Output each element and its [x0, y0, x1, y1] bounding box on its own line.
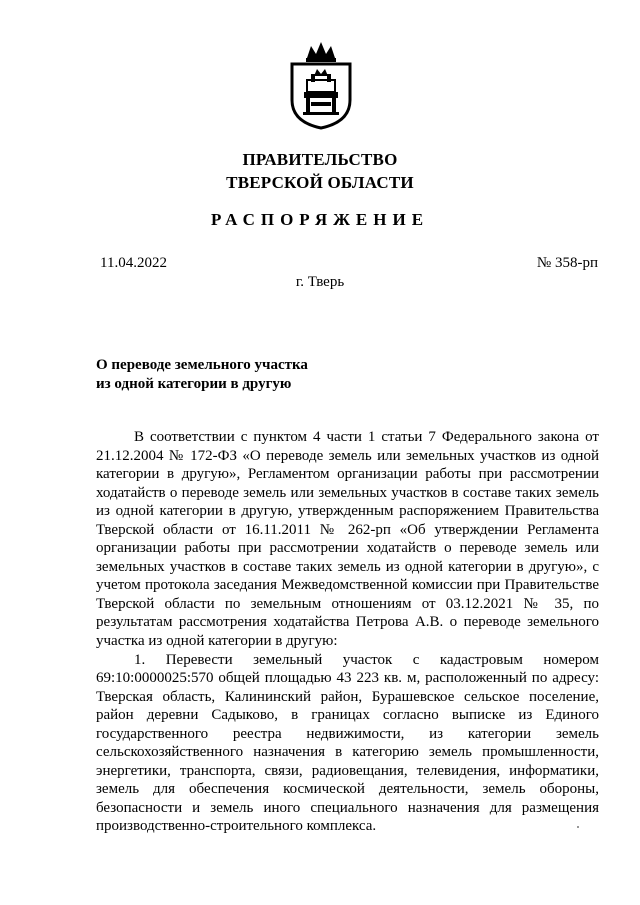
document-type-title: РАСПОРЯЖЕНИЕ: [210, 210, 430, 229]
subject-line1: О переводе земельного участка: [96, 357, 308, 373]
document-number: № 358-рп: [536, 255, 598, 271]
scan-speck: [577, 826, 579, 828]
item-1-paragraph: 1. Перевести земельный участок с кадастровым номером 69:10:0000025:570 общей площадью 43 223 кв. м, расположенный по адресу: Тверская область, Калининский район, Бурашевское сельское поселение, район деревни Садыково, в границах согласно выписке из Единого государственного реестра недвижимости, из категории земель сельскохозяйственного назначения в категорию земель промышленности, энергетики, транспорта, связи, радиовещания, телевидения, информатики, земель для обеспечения космической деятельности, земель обороны, безопасности и земель иного специального назначения для размещения производственно-строительного комплекса.: [96, 651, 599, 835]
document-date: 11.04.2022: [100, 255, 167, 271]
document-city: г. Тверь: [295, 274, 345, 290]
tver-coat-of-arms-icon: [289, 40, 353, 130]
subject-line2: из одной категории в другую: [96, 376, 292, 392]
document-subject: [96, 356, 416, 394]
organization-name-line1: ПРАВИТЕЛЬСТВО: [242, 150, 398, 169]
preamble-paragraph: В соответствии с пунктом 4 части 1 статьи 7 Федерального закона от 21.12.2004 № 172-ФЗ «О переводе земель или земельных участков из одной категории в другую», Регламентом организации работы при рассмотрении ходатайств о переводе земель или земельных участков в составе таких земель из одной категории в другую, утвержденным распоряжением Правительства Тверской области от 16.11.2011 № 262-рп «Об утверждении Регламента организации работы при рассмотрении ходатайств о переводе земель или земельных участков в составе таких земель из одной категории в другую», с учетом протокола заседания Межведомственной комиссии при Правительстве Тверской области по земельным отношениям от 03.12.2021 № 35, по результатам рассмотрения ходатайства Петрова А.В. о переводе земельного участка из одной категории в другую:: [96, 429, 599, 650]
organization-name-line2: ТВЕРСКОЙ ОБЛАСТИ: [226, 173, 414, 192]
document-body: [96, 428, 599, 836]
